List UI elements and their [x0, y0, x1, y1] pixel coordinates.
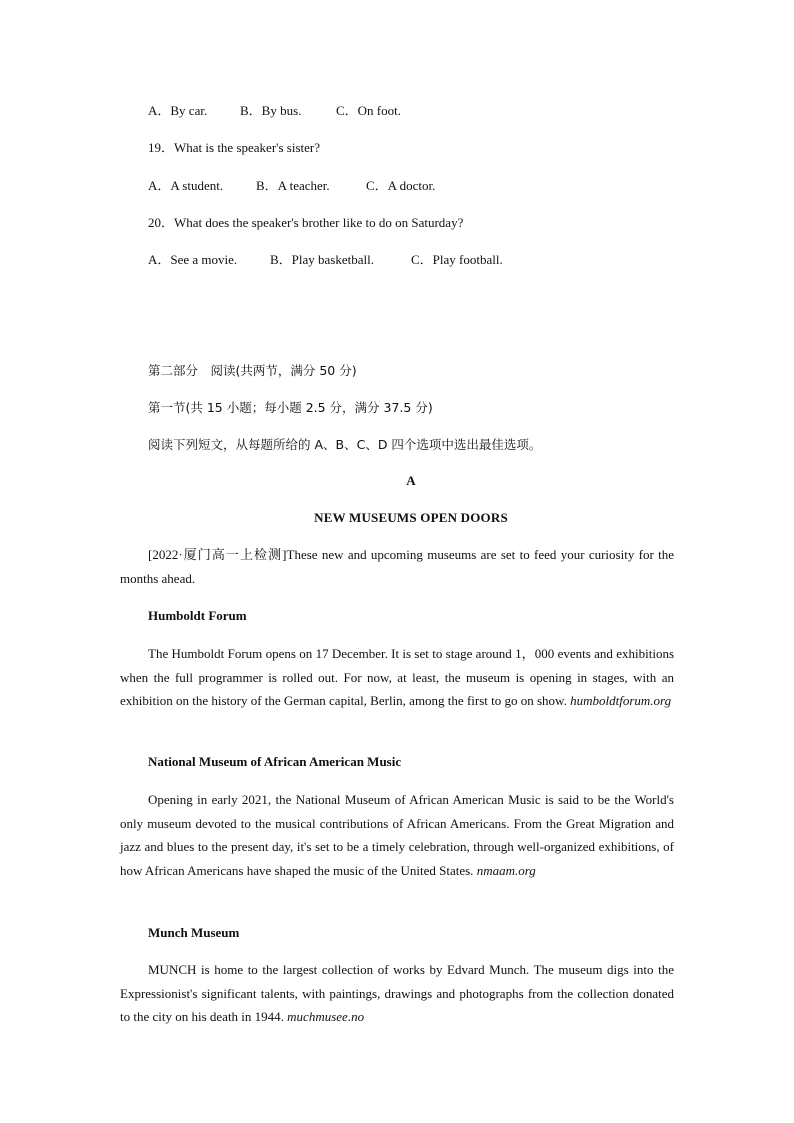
- section-text-humboldt: The Humboldt Forum opens on 17 December. It is set to stage around 1，000 events and exhibitions when the full programmer is rolled out. For now, at least, the museum is opening in stages, with an exhibition on the history of the German capital, Berlin, among the first to go on show.: [120, 646, 674, 708]
- q18-options: [148, 100, 401, 119]
- q19-options: [148, 175, 435, 194]
- q19-option-c: C．A doctor.: [366, 178, 436, 193]
- q20-options: [148, 249, 503, 268]
- section-url-nmaam: nmaam.org: [476, 862, 536, 878]
- q20-option-a: A．See a movie.: [148, 252, 238, 267]
- passage-title: NEW MUSEUMS OPEN DOORS: [314, 510, 508, 525]
- q20-option-c: C．Play football.: [411, 252, 503, 267]
- section-body-munch: [120, 958, 674, 1029]
- q19-option-a: A．A student.: [148, 178, 224, 193]
- section-body-nmaam: [120, 788, 674, 882]
- section-heading-nmaam: National Museum of African American Music: [148, 754, 402, 769]
- section-heading-humboldt: Humboldt Forum: [148, 608, 247, 623]
- q19-option-b: B．A teacher.: [256, 178, 330, 193]
- q19-question: 19．What is the speaker's sister?: [148, 140, 321, 155]
- passage-letter: A: [406, 473, 416, 488]
- section-url-munch: muchmusee.no: [287, 1009, 365, 1024]
- section-url-humboldt: humboldtforum.org: [570, 693, 672, 708]
- section-body-humboldt: [120, 642, 674, 713]
- q18-option-b: B．By bus.: [240, 103, 302, 118]
- q18-option-c: C．On foot.: [336, 103, 402, 118]
- q20-question: 20．What does the speaker's brother like to do on Saturday?: [148, 215, 464, 230]
- part2-instruction: 阅读下列短文，从每题所给的 A、B、C、D 四个选项中选出最佳选项。: [148, 437, 542, 452]
- section-text-nmaam: Opening in early 2021, the National Museum of African American Music is said to be the World's only museum devoted to the musical contributions of African Americans. From the Great Migration and jazz and blues to the present day, it's set to be a timely celebration, through well-organized exhibitions, of how African Americans have shaped the music of the United States.: [120, 792, 674, 878]
- q18-option-a: A．By car.: [148, 103, 208, 118]
- section-text-munch: MUNCH is home to the largest collection of works by Edvard Munch. The museum digs into the Expressionist's significant talents, with paintings, drawings and photographs from the collection donated to the city on his death in 1944.: [120, 962, 674, 1024]
- section-heading-munch: Munch Museum: [148, 925, 240, 940]
- q20-option-b: B．Play basketball.: [270, 252, 374, 267]
- passage-intro: [2022·厦门高一上检测]These new and upcoming museums are set to feed your curiosity for the months ahead.: [120, 547, 674, 586]
- part2-title: 第二部分 阅读(共两节，满分 50 分): [148, 363, 357, 378]
- part2-section1: 第一节(共 15 小题；每小题 2.5 分，满分 37.5 分): [148, 400, 433, 415]
